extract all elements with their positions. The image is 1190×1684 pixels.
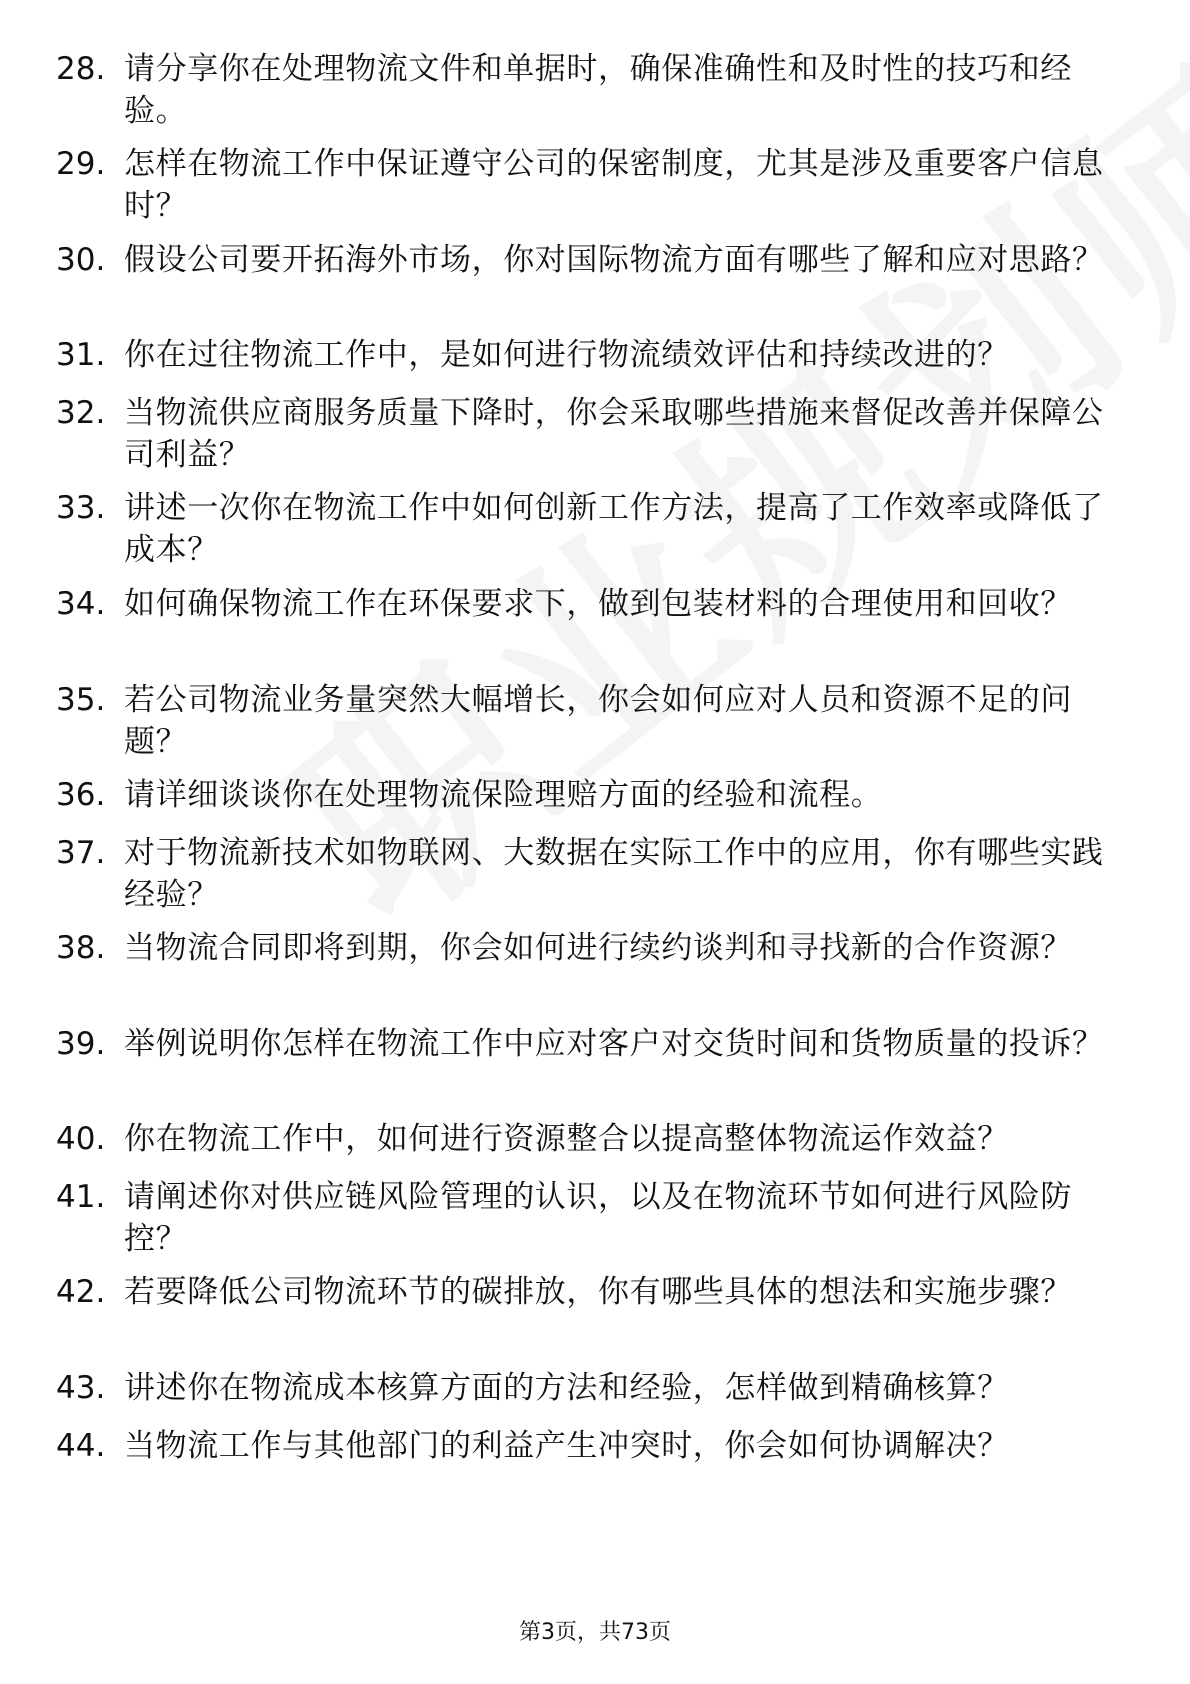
- question-number: 29.: [56, 146, 106, 182]
- question-text: 举例说明你怎样在物流工作中应对客户对交货时间和货物质量的投诉？: [124, 1026, 1104, 1062]
- question-text: 若要降低公司物流环节的碳排放，你有哪些具体的想法和实施步骤？: [124, 1274, 1072, 1310]
- question-number: 43.: [56, 1370, 106, 1406]
- question-number: 31.: [56, 337, 106, 373]
- question-number: 39.: [56, 1026, 106, 1062]
- question-number: 28.: [56, 51, 106, 87]
- question-text: 你在过往物流工作中，是如何进行物流绩效评估和持续改进的？: [124, 337, 1009, 373]
- question-number: 41.: [56, 1179, 106, 1215]
- question-text: 你在物流工作中，如何进行资源整合以提高整体物流运作效益？: [124, 1121, 1009, 1157]
- question-number: 35.: [56, 682, 106, 718]
- question-text: 请阐述你对供应链风险管理的认识，以及在物流环节如何进行风险防控？: [124, 1179, 1072, 1257]
- question-text: 请详细谈谈你在处理物流保险理赔方面的经验和流程。: [124, 777, 883, 813]
- page-number-label: 第3页，共73页: [519, 1620, 671, 1645]
- question-number: 36.: [56, 777, 106, 813]
- question-number: 37.: [56, 835, 106, 871]
- question-number: 33.: [56, 490, 106, 526]
- question-text: 若公司物流业务量突然大幅增长，你会如何应对人员和资源不足的问题？: [124, 682, 1072, 760]
- question-number: 30.: [56, 242, 106, 278]
- question-number: 44.: [56, 1428, 106, 1464]
- question-text: 如何确保物流工作在环保要求下，做到包装材料的合理使用和回收？: [124, 586, 1072, 622]
- question-text: 讲述你在物流成本核算方面的方法和经验，怎样做到精确核算？: [124, 1370, 1009, 1406]
- question-number: 32.: [56, 395, 106, 431]
- question-text: 讲述一次你在物流工作中如何创新工作方法，提高了工作效率或降低了成本？: [124, 490, 1104, 568]
- question-number: 42.: [56, 1274, 106, 1310]
- question-text: 假设公司要开拓海外市场，你对国际物流方面有哪些了解和应对思路？: [124, 242, 1104, 278]
- question-text: 怎样在物流工作中保证遵守公司的保密制度，尤其是涉及重要客户信息时？: [124, 146, 1104, 224]
- question-number: 38.: [56, 930, 106, 966]
- question-text: 当物流供应商服务质量下降时，你会采取哪些措施来督促改善并保障公司利益？: [124, 395, 1104, 473]
- question-text: 对于物流新技术如物联网、大数据在实际工作中的应用，你有哪些实践经验？: [124, 835, 1104, 913]
- question-number: 40.: [56, 1121, 106, 1157]
- page-footer: [0, 1618, 1190, 1648]
- question-text: 当物流合同即将到期，你会如何进行续约谈判和寻找新的合作资源？: [124, 930, 1072, 966]
- question-text: 当物流工作与其他部门的利益产生冲突时，你会如何协调解决？: [124, 1428, 1009, 1464]
- question-number: 34.: [56, 586, 106, 622]
- question-text: 请分享你在处理物流文件和单据时，确保准确性和及时性的技巧和经验。: [124, 51, 1072, 129]
